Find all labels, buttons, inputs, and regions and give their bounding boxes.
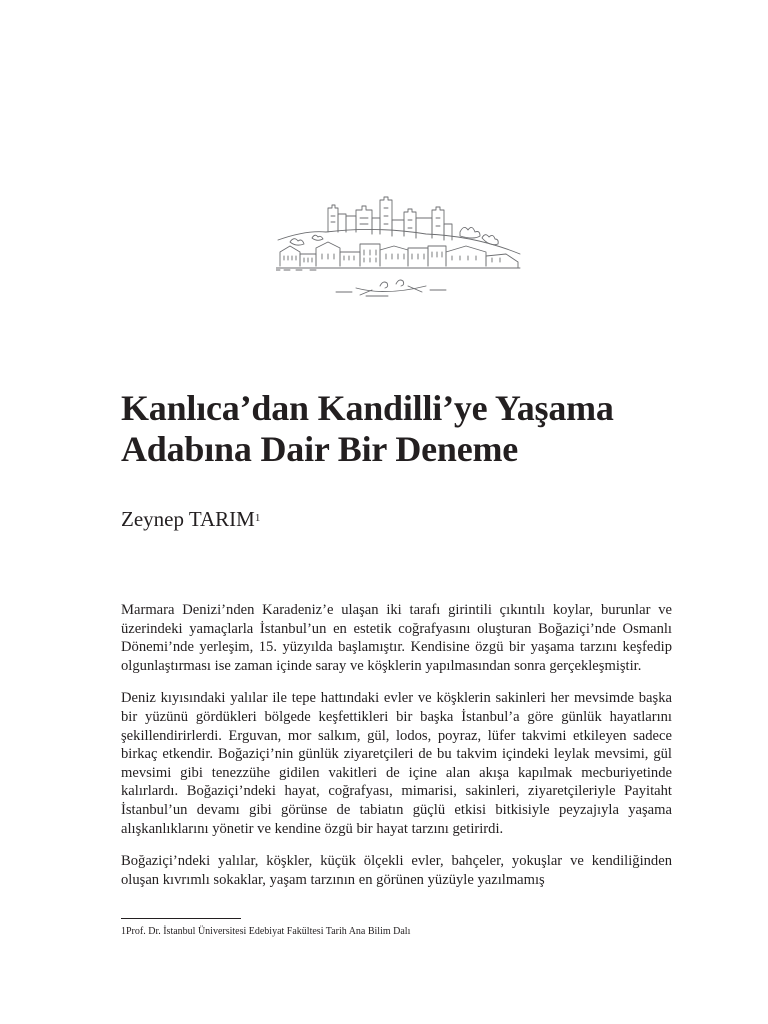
article-title	[121, 388, 681, 470]
footnote-divider	[121, 918, 241, 919]
paragraph-1: Marmara Denizi’nden Karadeniz’e ulaşan iki tarafı girintili çıkıntılı koylar, burunlar ve üzerindeki yamaçlarla İstanbul’un en estetik coğrafyasını oluşturan Boğaziçi’nde Osmanlı Dönemi’nde yerleşim, 15. yüzyılda başlamıştır. Kendisine özgü bir yaşama tarzını keşfedip olgunlaştırması ise zaman içinde saray ve köşklerin yapılmasından sonra gerçekleşmiştir.	[121, 602, 672, 674]
author-name-text: Zeynep TARIM	[121, 507, 255, 531]
paragraph-2: Deniz kıyısındaki yalılar ile tepe hattındaki evler ve köşklerin sakinleri her mevsimde başka bir yüzünü gördükleri bölgede keşfettikleri bir başka İstanbul’a göre günlük hayatlarını şekillendirirlerdi. Erguvan, mor salkım, gül, lodos, poyraz, lüfer takvimi etkileyen sadece birkaç etkendir. Boğaziçi’nin günlük ziyaretçileri de bu takvim içindeki leylak mevsimi, gül mevsimi gibi tenezzühe gidilen vakitleri de içine alan akışa kapılmak mecburiyetinde kalırlardı. Boğaziçi’ndeki hayat, coğrafyası, mimarisi, sakinleri, ziyaretçileriyle Payitaht İstanbul’un devamı gibi görünse de tabiatın güçlü etkisi bitkisiyle peyzajıyla yaşama alışkanlıklarını yönetir ve kendine özgü bir hayat tarzını getirirdi.	[121, 690, 672, 837]
paragraph-3: Boğaziçi’ndeki yalılar, köşkler, küçük ölçekli evler, bahçeler, yokuşlar ve kendiliğinden oluşan kıvrımlı sokaklar, yaşam tarzının en görünen yüzüyle yazılmamış	[121, 853, 672, 888]
title-line-1: Kanlıca’dan Kandilli’ye Yaşama	[121, 388, 614, 428]
article-body	[121, 601, 672, 889]
footnote-text: 1Prof. Dr. İstanbul Üniversitesi Edebiyat Fakültesi Tarih Ana Bilim Dalı	[121, 926, 411, 937]
footnote-mark: 1	[254, 512, 261, 524]
author-name	[121, 506, 260, 532]
bosphorus-castle-sketch-icon	[276, 196, 522, 298]
title-line-2: Adabına Dair Bir Deneme	[121, 429, 519, 469]
